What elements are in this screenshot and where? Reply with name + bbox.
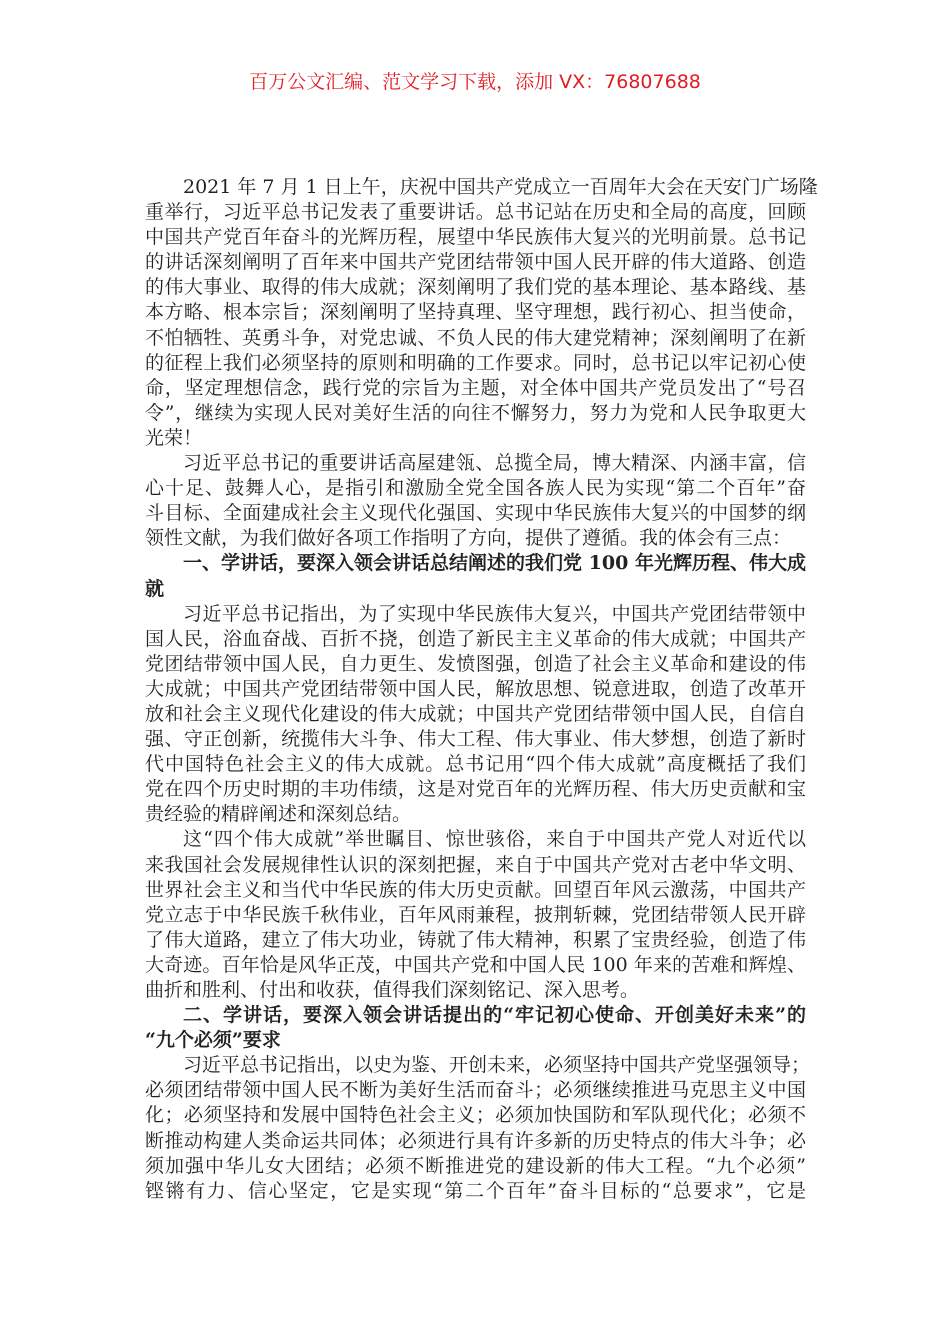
text-line: 心十足、鼓舞人心，是指引和激励全党全国各族人民为实现“第二个百年”奋 — [145, 477, 806, 500]
text-line: 代中国特色社会主义的伟大成就。总书记用“四个伟大成就”高度概括了我们 — [145, 753, 806, 776]
text-line: 的讲话深刻阐明了百年来中国共产党团结带领中国人民开辟的伟大道路、创造 — [145, 251, 806, 274]
text-line: 贵经验的精辟阐述和深刻总结。 — [145, 803, 412, 826]
text-line: 强、守正创新，统揽伟大斗争、伟大工程、伟大事业、伟大梦想，创造了新时 — [145, 728, 806, 751]
text-line: 斗目标、全面建成社会主义现代化强国、实现中华民族伟大复兴的中国梦的纲 — [145, 502, 806, 525]
text-line: 习近平总书记的重要讲话高屋建瓴、总揽全局，博大精深、内涵丰富，信 — [183, 452, 806, 475]
text-line: “九个必须”要求 — [145, 1029, 281, 1052]
text-line: 铿锵有力、信心坚定，它是实现“第二个百年”奋斗目标的“总要求”，它是 — [145, 1179, 806, 1202]
text-line: 一、学讲话，要深入领会讲话总结阐述的我们党 100 年光辉历程、伟大成 — [183, 552, 806, 575]
text-line: 必须团结带领中国人民不断为美好生活而奋斗；必须继续推进马克思主义中国 — [145, 1079, 806, 1102]
text-line: 二、学讲话，要深入领会讲话提出的“牢记初心使命、开创美好未来”的 — [183, 1004, 806, 1027]
document-body — [145, 175, 818, 1204]
section-heading — [145, 1003, 806, 1053]
paragraph — [145, 827, 806, 1003]
text-line: 不怕牺牲、英勇斗争，对党忠诚、不负人民的伟大建党精神；深刻阐明了在新 — [145, 326, 806, 349]
text-line: 令”，继续为实现人民对美好生活的向往不懈努力，努力为党和人民争取更大 — [145, 401, 806, 424]
text-line: 世界社会主义和当代中华民族的伟大历史贡献。回望百年风云激荡，中国共产 — [145, 878, 806, 901]
paragraph — [145, 1053, 811, 1204]
text-line: 大成就；中国共产党团结带领中国人民，解放思想、锐意进取，创造了改革开 — [145, 677, 806, 700]
text-line: 本方略、根本宗旨；深刻阐明了坚持真理、坚守理想，践行初心、担当使命， — [145, 301, 806, 324]
text-line: 来我国社会发展规律性认识的深刻把握，来自于中国共产党对古老中华文明、 — [145, 853, 806, 876]
text-line: 党立志于中华民族千秋伟业，百年风雨兼程，披荆斩棘，党团结带领人民开辟 — [145, 903, 806, 926]
text-line: 就 — [145, 577, 165, 600]
text-line: 的征程上我们必须坚持的原则和明确的工作要求。同时，总书记以牢记初心使 — [145, 351, 806, 374]
text-line: 大奇迹。百年恰是风华正茂，中国共产党和中国人民 100 年来的苦难和辉煌、 — [145, 953, 806, 976]
text-line: 中国共产党百年奋斗的光辉历程，展望中华民族伟大复兴的光明前景。总书记 — [145, 226, 806, 249]
text-line: 党团结带领中国人民，自力更生、发愤图强，创造了社会主义革命和建设的伟 — [145, 652, 806, 675]
paragraph — [145, 602, 806, 828]
text-line: 断推动构建人类命运共同体；必须进行具有许多新的历史特点的伟大斗争；必 — [145, 1129, 806, 1152]
text-line: 2021 年 7 月 1 日上午，庆祝中国共产党成立一百周年大会在天安门广场隆 — [183, 176, 818, 198]
text-line: 曲折和胜利、付出和收获，值得我们深刻铭记、深入思考。 — [145, 979, 640, 1001]
text-line: 国人民，浴血奋战、百折不挠，创造了新民主主义革命的伟大成就；中国共产 — [145, 627, 806, 650]
text-line: 命，坚定理想信念，践行党的宗旨为主题，对全体中国共产党员发出了“号召 — [145, 376, 806, 399]
text-line: 重举行，习近平总书记发表了重要讲话。总书记站在历史和全局的高度，回顾 — [145, 201, 806, 224]
text-line: 化；必须坚持和发展中国特色社会主义；必须加快国防和军队现代化；必须不 — [145, 1104, 806, 1127]
text-line: 这“四个伟大成就”举世瞩目、惊世骇俗，来自于中国共产党人对近代以 — [183, 828, 806, 851]
text-line: 放和社会主义现代化建设的伟大成就；中国共产党团结带领中国人民，自信自 — [145, 702, 806, 725]
section-heading — [145, 551, 806, 601]
text-line: 了伟大道路，建立了伟大功业，铸就了伟大精神，积累了宝贵经验，创造了伟 — [145, 928, 806, 951]
text-line: 党在四个历史时期的丰功伟绩，这是对党百年的光辉历程、伟大历史贡献和宝 — [145, 778, 806, 801]
text-line: 习近平总书记指出，为了实现中华民族伟大复兴，中国共产党团结带领中 — [183, 602, 806, 625]
text-line: 须加强中华儿女大团结；必须不断推进党的建设新的伟大工程。“九个必须” — [145, 1154, 806, 1177]
text-line: 习近平总书记指出，以史为鉴、开创未来，必须坚持中国共产党坚强领导； — [183, 1054, 811, 1077]
text-line: 的伟大事业、取得的伟大成就；深刻阐明了我们党的基本理论、基本路线、基 — [145, 276, 806, 299]
text-line: 光荣！ — [145, 426, 203, 449]
paragraph — [145, 451, 806, 551]
text-line: 领性文献，为我们做好各项工作指明了方向，提供了遵循。我的体会有三点： — [145, 527, 792, 550]
watermark-header: 百万公文汇编、范文学习下载，添加 VX：76807688 — [249, 71, 701, 93]
paragraph — [145, 175, 818, 451]
